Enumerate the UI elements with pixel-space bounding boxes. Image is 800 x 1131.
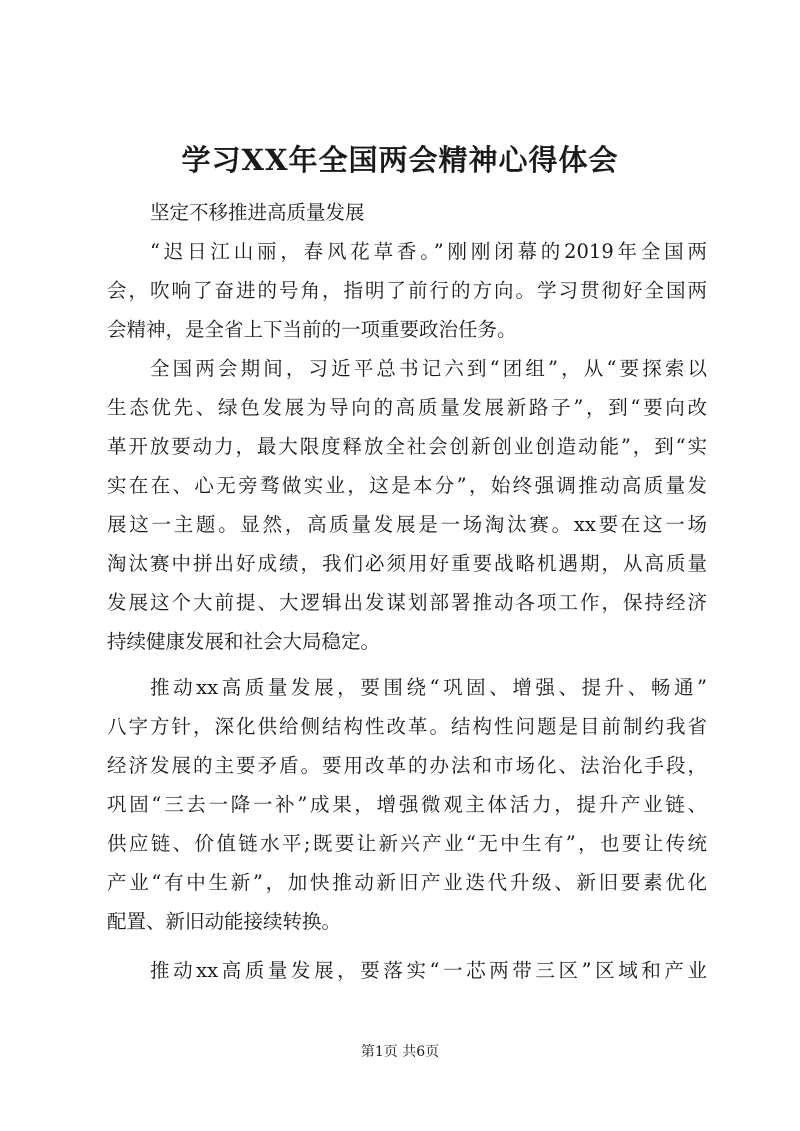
- paragraph-line: 推动xx高质量发展，要围绕“巩固、增强、提升、畅通”: [150, 676, 707, 699]
- paragraph-line: “迟日江山丽，春风花草香。”刚刚闭幕的2019年全国两: [150, 240, 707, 263]
- paragraph-line: 淘汰赛中拼出好成绩，我们必须用好重要战略机遇期，从高质量: [107, 552, 707, 575]
- paragraph-line: 会，吹响了奋进的号角，指明了前行的方向。学习贯彻好全国两: [107, 279, 707, 302]
- paragraph-line: 持续健康发展和社会大局稳定。: [107, 630, 381, 653]
- paragraph-line: 会精神，是全省上下当前的一项重要政治任务。: [107, 318, 517, 341]
- paragraph-line: 产业“有中生新”，加快推动新旧产业迭代升级、新旧要素优化: [107, 871, 707, 894]
- paragraph-line: 坚定不移推进高质量发展: [150, 201, 365, 224]
- paragraph-line: 革开放要动力，最大限度释放全社会创新创业创造动能”，到“实: [107, 435, 707, 458]
- document-title: 学习XX年全国两会精神心得体会: [181, 143, 619, 177]
- page-number: 第1页 共6页: [360, 1044, 440, 1060]
- paragraph-line: 实在在、心无旁骛做实业，这是本分”，始终强调推动高质量发: [107, 474, 707, 497]
- paragraph-line: 经济发展的主要矛盾。要用改革的办法和市场化、法治化手段，: [107, 754, 707, 777]
- paragraph-line: 推动xx高质量发展，要落实“一芯两带三区”区域和产业: [150, 959, 707, 982]
- paragraph-line: 生态优先、绿色发展为导向的高质量发展新路子”，到“要向改: [107, 396, 707, 419]
- paragraph-line: 八字方针，深化供给侧结构性改革。结构性问题是目前制约我省: [107, 715, 707, 738]
- paragraph-line: 巩固“三去一降一补”成果，增强微观主体活力，提升产业链、: [107, 793, 707, 816]
- paragraph-line: 发展这个大前提、大逻辑出发谋划部署推动各项工作，保持经济: [107, 591, 707, 614]
- paragraph-line: 展这一主题。显然，高质量发展是一场淘汰赛。xx要在这一场: [107, 513, 707, 536]
- paragraph-line: 配置、新旧动能接续转换。: [107, 910, 342, 933]
- paragraph-line: 供应链、价值链水平;既要让新兴产业“无中生有”，也要让传统: [107, 832, 707, 855]
- paragraph-line: 全国两会期间，习近平总书记六到“团组”，从“要探索以: [150, 357, 707, 380]
